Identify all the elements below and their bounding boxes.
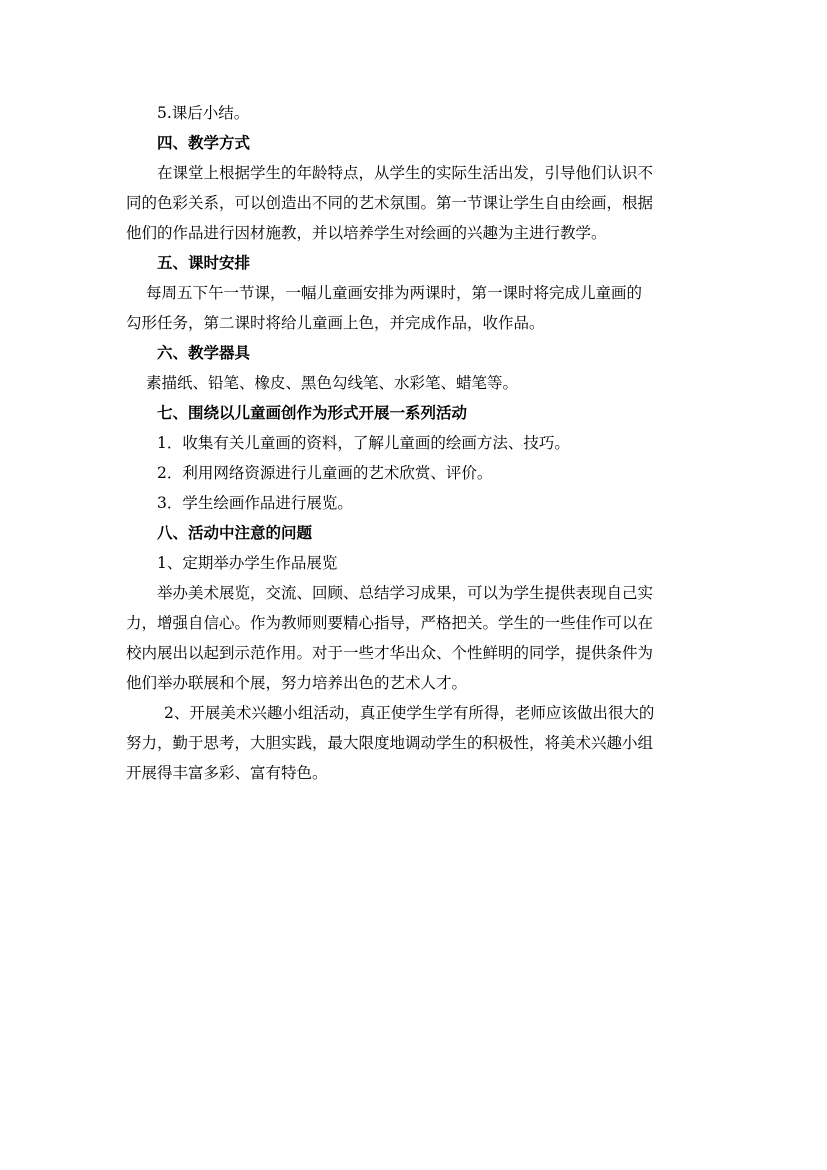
section-8-subheading-1: 1、定期举办学生作品展览 bbox=[157, 554, 338, 572]
document-page bbox=[126, 98, 700, 788]
section-8-para-1-line-3: 校内展出以起到示范作用。对于一些才华出众、个性鲜明的同学，提供条件为 bbox=[126, 644, 654, 662]
section-6-heading: 六、教学器具 bbox=[157, 343, 251, 362]
section-7-heading: 七、围绕以儿童画创作为形式开展一系列活动 bbox=[157, 403, 468, 422]
section-8-para-1-line-2: 力，增强自信心。作为教师则要精心指导，严格把关。学生的一些佳作可以在 bbox=[126, 614, 654, 632]
section-5-line-1: 每周五下午一节课，一幅儿童画安排为两课时，第一课时将完成儿童画的 bbox=[146, 284, 643, 302]
section-5-heading: 五、课时安排 bbox=[157, 253, 251, 272]
section-5-line-2: 勾形任务，第二课时将给儿童画上色，并完成作品，收作品。 bbox=[126, 314, 545, 332]
item-5-summary: 5.课后小结。 bbox=[157, 104, 250, 122]
section-8-heading: 八、活动中注意的问题 bbox=[157, 523, 313, 542]
section-7-item-3: 3．学生绘画作品进行展览。 bbox=[157, 494, 353, 512]
section-7-item-1: 1．收集有关儿童画的资料，了解儿童画的绘画方法、技巧。 bbox=[157, 434, 570, 452]
section-8-para-2-line-3: 开展得丰富多彩、富有特色。 bbox=[126, 764, 328, 782]
section-8-para-1-line-4: 他们举办联展和个展，努力培养出色的艺术人才。 bbox=[126, 674, 468, 692]
section-7-item-2: 2．利用网络资源进行儿童画的艺术欣赏、评价。 bbox=[157, 464, 493, 482]
section-4-line-3: 他们的作品进行因材施教，并以培养学生对绘画的兴趣为主进行教学。 bbox=[126, 224, 607, 242]
section-8-para-1-line-1: 举办美术展览，交流、回顾、总结学习成果，可以为学生提供表现自己实 bbox=[157, 584, 654, 602]
section-4-line-2: 同的色彩关系，可以创造出不同的艺术氛围。第一节课让学生自由绘画，根据 bbox=[126, 194, 654, 212]
section-8-para-2-line-2: 努力，勤于思考，大胆实践，最大限度地调动学生的积极性，将美术兴趣小组 bbox=[126, 734, 654, 752]
section-4-heading: 四、教学方式 bbox=[157, 133, 251, 152]
section-6-line-1: 素描纸、铅笔、橡皮、黑色勾线笔、水彩笔、蜡笔等。 bbox=[146, 374, 519, 392]
section-4-line-1: 在课堂上根据学生的年龄特点，从学生的实际生活出发，引导他们认识不 bbox=[157, 164, 654, 182]
section-8-para-2-line-1: 2、开展美术兴趣小组活动，真正使学生学有所得，老师应该做出很大的 bbox=[164, 704, 655, 722]
